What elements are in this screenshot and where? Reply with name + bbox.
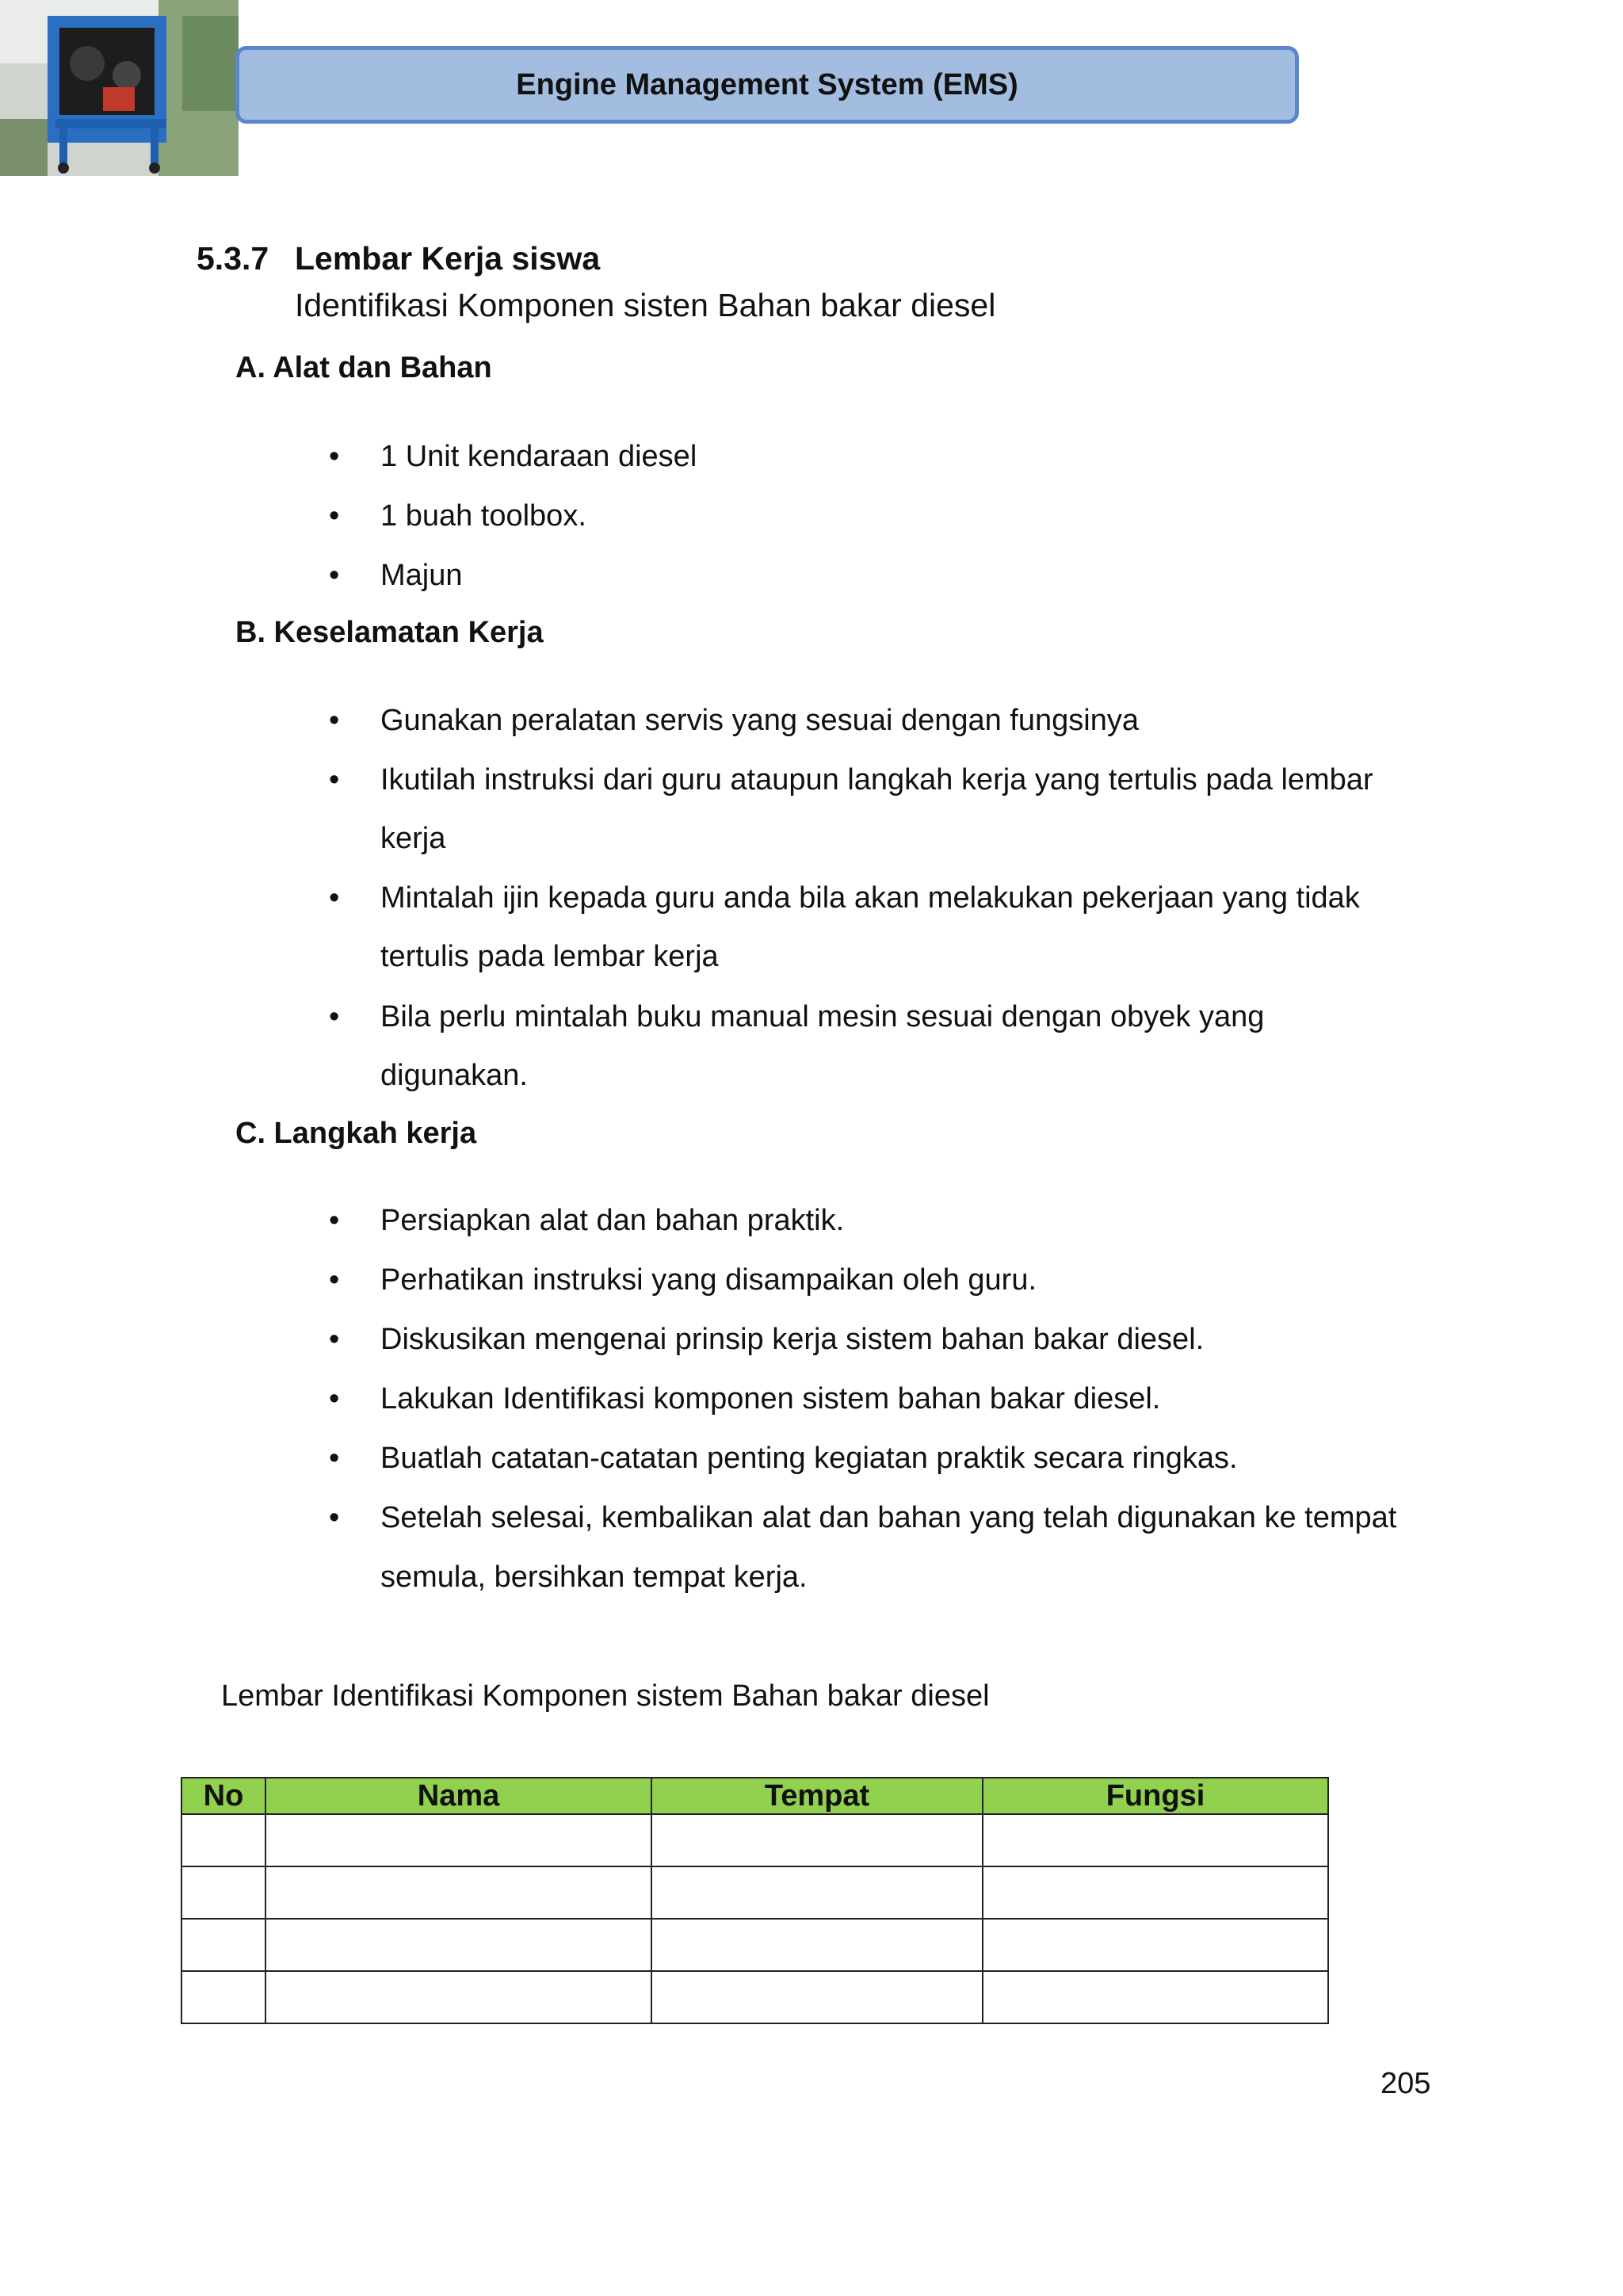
table-row [181,1814,1328,1866]
safety-item-continuation: digunakan. [380,1059,528,1092]
table-cell [265,1814,651,1866]
bullet-icon: • [329,881,340,915]
section-number: 5.3.7 [197,240,269,277]
table-cell [181,1814,265,1866]
section-title: Lembar Kerja siswa [295,240,601,277]
table-cell [181,1919,265,1971]
bullet-icon: • [329,1204,340,1237]
table-row [181,1971,1328,2023]
steps-item: Buatlah catatan-catatan penting kegiatan praktik secara ringkas. [380,1442,1238,1475]
table-row [181,1866,1328,1919]
table-cell [265,1971,651,2023]
table-cell [983,1814,1328,1866]
table-cell [265,1919,651,1971]
table-cell [651,1866,983,1919]
table-cell [651,1919,983,1971]
column-header-nama: Nama [265,1778,651,1814]
tools-item: Majun [380,559,463,592]
table-cell [265,1866,651,1919]
table-caption: Lembar Identifikasi Komponen sistem Bahan bakar diesel [221,1679,990,1713]
safety-item-continuation: tertulis pada lembar kerja [380,940,719,973]
bullet-icon: • [329,499,340,533]
page-number: 205 [1381,2067,1431,2100]
header-title: Engine Management System (EMS) [516,67,1018,101]
safety-item: Mintalah ijin kepada guru anda bila akan melakukan pekerjaan yang tidak [380,881,1360,915]
steps-item-continuation: semula, bersihkan tempat kerja. [380,1561,808,1594]
bullet-icon: • [329,1501,340,1534]
table-cell [983,1971,1328,2023]
table-cell [983,1919,1328,1971]
steps-item: Perhatikan instruksi yang disampaikan oleh guru. [380,1263,1037,1297]
tools-heading: A. Alat dan Bahan [235,351,492,384]
bullet-icon: • [329,1382,340,1415]
safety-item: Ikutilah instruksi dari guru ataupun langkah kerja yang tertulis pada lembar [380,763,1373,797]
tools-item: 1 buah toolbox. [380,499,586,533]
bullet-icon: • [329,1323,340,1356]
identification-table [181,1777,1329,2024]
steps-item: Setelah selesai, kembalikan alat dan bahan yang telah digunakan ke tempat [380,1501,1397,1534]
table-cell [651,1814,983,1866]
safety-item: Bila perlu mintalah buku manual mesin sesuai dengan obyek yang [380,1000,1265,1033]
engine-trainer-photo [0,0,239,176]
steps-heading: C. Langkah kerja [235,1117,477,1150]
column-header-fungsi: Fungsi [983,1778,1328,1814]
table-cell [181,1866,265,1919]
header-banner [235,46,1299,124]
steps-item: Lakukan Identifikasi komponen sistem bahan bakar diesel. [380,1382,1161,1415]
section-subtitle: Identifikasi Komponen sisten Bahan bakar diesel [295,287,996,323]
tools-item: 1 Unit kendaraan diesel [380,440,697,473]
bullet-icon: • [329,704,340,737]
steps-item: Diskusikan mengenai prinsip kerja sistem bahan bakar diesel. [380,1323,1205,1356]
safety-heading: B. Keselamatan Kerja [235,616,544,649]
bullet-icon: • [329,440,340,473]
safety-item: Gunakan peralatan servis yang sesuai dengan fungsinya [380,704,1139,737]
table-cell [181,1971,265,2023]
bullet-icon: • [329,1442,340,1475]
bullet-icon: • [329,559,340,592]
safety-item-continuation: kerja [380,822,446,855]
column-header-tempat: Tempat [651,1778,983,1814]
column-header-no: No [181,1778,265,1814]
bullet-icon: • [329,1000,340,1033]
table-header-row [181,1778,1328,1814]
steps-item: Persiapkan alat dan bahan praktik. [380,1204,845,1237]
bullet-icon: • [329,1263,340,1297]
table-row [181,1919,1328,1971]
table-cell [983,1866,1328,1919]
table-cell [651,1971,983,2023]
bullet-icon: • [329,763,340,797]
